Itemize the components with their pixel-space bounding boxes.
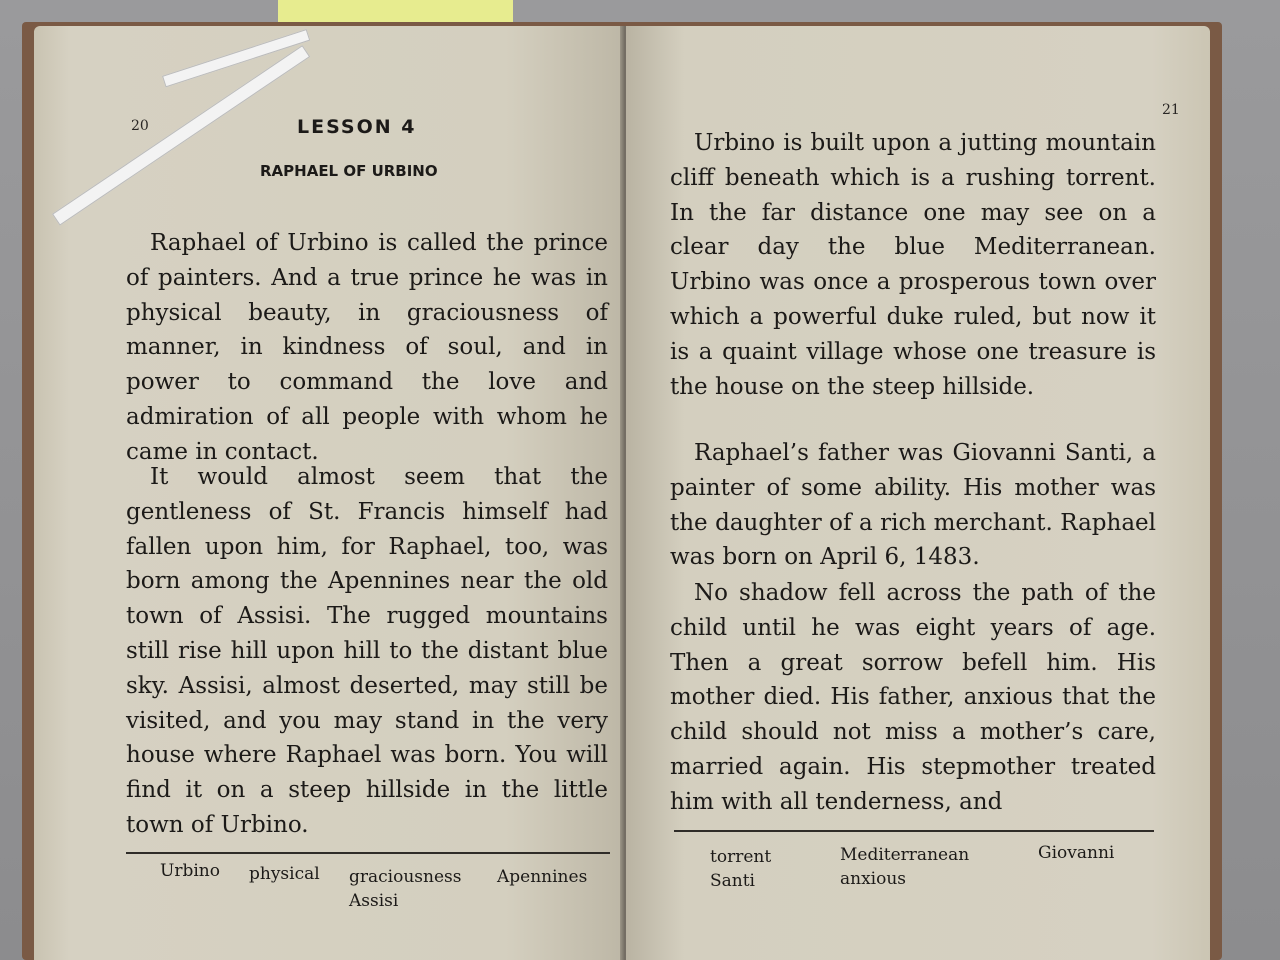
vocab-word: anxious	[840, 869, 907, 889]
page-number: 20	[131, 118, 149, 134]
vocab-word: torrent	[710, 847, 772, 867]
paragraph: Raphael of Urbino is called the prince of painters. And a true prince he was in physical beauty, in graciousness of manner, in kindness of soul, and in power to command the love and admiration of all people with whom he came in contact.	[126, 230, 608, 465]
paragraph: It would almost seem that the gentleness of St. Francis himself had fallen upon him, for Raphael, too, was born among the Apennines near the old town of Assisi. The rugged mountains still rise hill upon hill to the distant blue sky. Assisi, almost deserted, may still be visited, and you may stand in the very house where Raphael was born. You will find it on a steep hillside in the little town of Urbino.	[126, 464, 608, 838]
vocab-word: Santi	[710, 871, 755, 891]
chapter-title: RAPHAEL OF URBINO	[260, 162, 438, 180]
vocab-word: Assisi	[349, 891, 399, 911]
left-page	[34, 26, 624, 960]
vocab-word: Mediterranean	[840, 845, 970, 865]
vocab-word: graciousness	[349, 867, 462, 887]
vocab-word: Urbino	[160, 861, 220, 881]
page-number: 21	[1162, 102, 1180, 118]
lesson-heading: LESSON 4	[297, 116, 417, 138]
paragraph: Urbino is built upon a jutting mountain cliff beneath which is a rushing torrent. In the far distance one may see on a clear day the blue Mediterranean. Urbino was once a prosperous town over which a powerful duke ruled, but now it is a quaint village whose one treasure is the house on the steep hillside.	[670, 130, 1156, 400]
vocab-word: physical	[249, 864, 320, 884]
footer-rule	[126, 852, 610, 854]
vocab-word: Giovanni	[1038, 843, 1115, 863]
paragraph: No shadow fell across the path of the child until he was eight years of age. Then a great sorrow befell him. His mother died. His father, anxious that the child should not miss a mother’s care, married again. His stepmother treated him with all tenderness, and	[670, 580, 1156, 815]
paragraph: Raphael’s father was Giovanni Santi, a painter of some ability. His mother was the daughter of a rich merchant. Raphael was born on April 6, 1483.	[670, 440, 1156, 571]
sticky-note	[278, 0, 513, 23]
right-page	[626, 26, 1210, 960]
footer-rule	[674, 830, 1154, 832]
vocab-word: Apennines	[497, 867, 588, 887]
